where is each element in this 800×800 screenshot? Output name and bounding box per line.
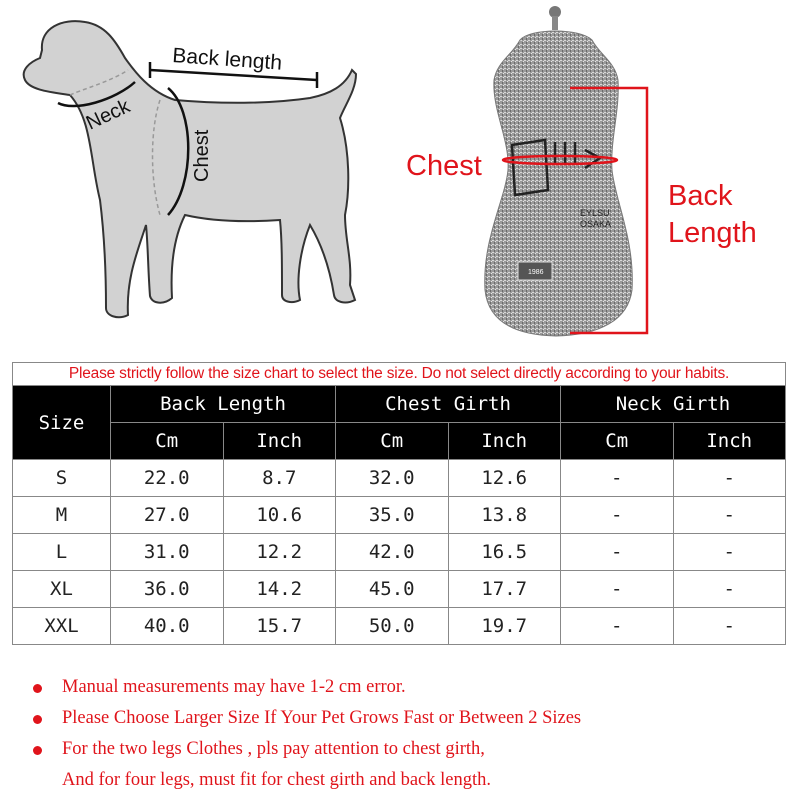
- value-cell: 27.0: [111, 497, 224, 534]
- note-text: And for four legs, must fit for chest girth and back length.: [62, 770, 491, 790]
- unit-header: Inch: [223, 423, 336, 460]
- value-cell: 35.0: [336, 497, 449, 534]
- value-cell: 22.0: [111, 460, 224, 497]
- note-item: [30, 765, 581, 796]
- note-text: For the two legs Clothes , pls pay attention to chest girth,: [62, 739, 485, 759]
- note-item: [30, 672, 581, 703]
- value-cell: -: [561, 571, 674, 608]
- value-cell: 8.7: [223, 460, 336, 497]
- value-cell: 42.0: [336, 534, 449, 571]
- size-cell: XL: [13, 571, 111, 608]
- garment-badge-text: 1986: [528, 269, 544, 276]
- garment-print-text-1: EYLSU: [580, 208, 610, 218]
- value-cell: -: [673, 497, 786, 534]
- bullet-icon: [33, 684, 42, 693]
- value-cell: -: [673, 571, 786, 608]
- value-cell: -: [561, 497, 674, 534]
- value-cell: 40.0: [111, 608, 224, 645]
- table-row: [13, 608, 786, 645]
- garment-back-label-line2: Length: [668, 217, 757, 249]
- size-chart-table: [12, 362, 786, 645]
- value-cell: 14.2: [223, 571, 336, 608]
- group-header-back-length: Back Length: [111, 386, 336, 423]
- table-row: [13, 460, 786, 497]
- value-cell: -: [673, 460, 786, 497]
- value-cell: 15.7: [223, 608, 336, 645]
- dog-back-length-label: Back length: [171, 44, 283, 75]
- value-cell: 12.2: [223, 534, 336, 571]
- value-cell: 19.7: [448, 608, 561, 645]
- garment-chest-label: Chest: [406, 150, 482, 182]
- unit-header: Cm: [561, 423, 674, 460]
- value-cell: 50.0: [336, 608, 449, 645]
- table-row: [13, 571, 786, 608]
- unit-header: Inch: [448, 423, 561, 460]
- note-item: [30, 734, 581, 765]
- garment-print-text-2: OSAKA: [580, 219, 612, 229]
- garment-photo: [485, 6, 633, 336]
- value-cell: 17.7: [448, 571, 561, 608]
- dog-neck-label: Neck: [82, 95, 134, 135]
- value-cell: 32.0: [336, 460, 449, 497]
- size-cell: L: [13, 534, 111, 571]
- group-header-chest-girth: Chest Girth: [336, 386, 561, 423]
- value-cell: 31.0: [111, 534, 224, 571]
- value-cell: 16.5: [448, 534, 561, 571]
- group-header-neck-girth: Neck Girth: [561, 386, 786, 423]
- value-cell: -: [673, 534, 786, 571]
- table-row: [13, 534, 786, 571]
- value-cell: -: [561, 608, 674, 645]
- note-item: [30, 703, 581, 734]
- value-cell: -: [673, 608, 786, 645]
- garment-back-label-line1: Back: [668, 180, 733, 212]
- value-cell: 45.0: [336, 571, 449, 608]
- size-cell: XXL: [13, 608, 111, 645]
- note-text: Please Choose Larger Size If Your Pet Grows Fast or Between 2 Sizes: [62, 708, 582, 728]
- table-row: [13, 497, 786, 534]
- unit-header: Cm: [336, 423, 449, 460]
- value-cell: -: [561, 534, 674, 571]
- bullet-icon: [33, 715, 42, 724]
- size-header: Size: [13, 386, 111, 460]
- unit-header: Inch: [673, 423, 786, 460]
- unit-header: Cm: [111, 423, 224, 460]
- value-cell: 36.0: [111, 571, 224, 608]
- note-text: Manual measurements may have 1-2 cm error.: [62, 677, 406, 697]
- value-cell: -: [561, 460, 674, 497]
- notes-list: [30, 672, 581, 796]
- dog-chest-label: Chest: [191, 129, 213, 182]
- size-cell: S: [13, 460, 111, 497]
- value-cell: 10.6: [223, 497, 336, 534]
- value-cell: 12.6: [448, 460, 561, 497]
- value-cell: 13.8: [448, 497, 561, 534]
- size-notice: Please strictly follow the size chart to select the size. Do not select directly according to your habits.: [13, 363, 786, 386]
- illustrations: [0, 0, 800, 355]
- bullet-icon: [33, 746, 42, 755]
- size-cell: M: [13, 497, 111, 534]
